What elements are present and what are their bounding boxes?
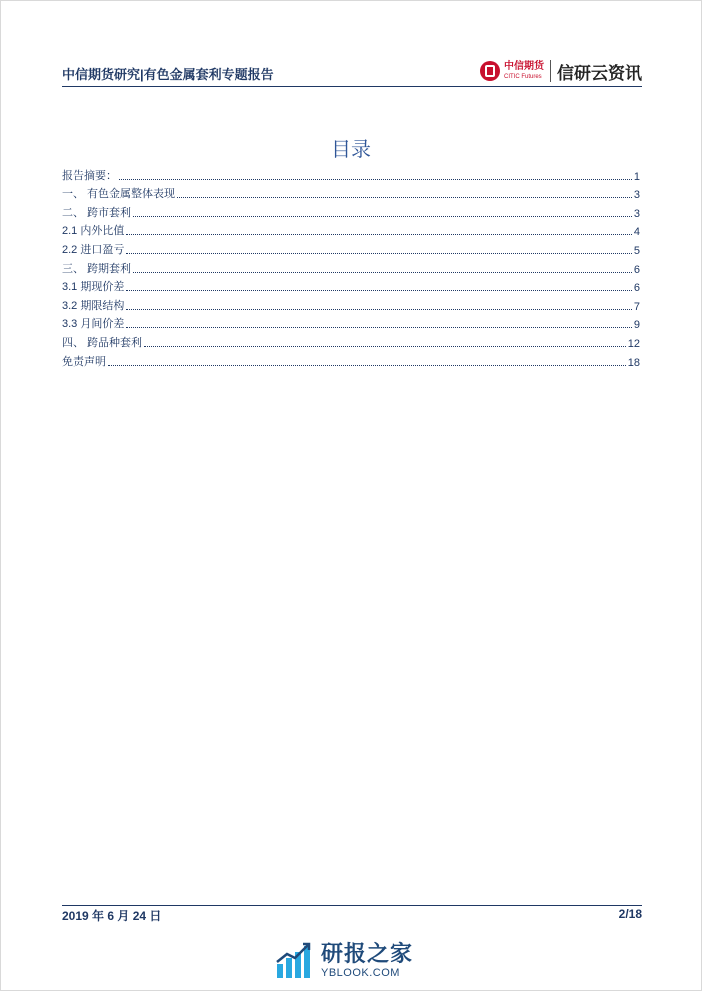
- logo-cn-text: 中信期货: [504, 61, 544, 72]
- toc-entry-section-3-2[interactable]: [62, 294, 640, 313]
- toc-dot-leader: [126, 327, 632, 328]
- watermark-en: YBLOOK.COM: [321, 967, 400, 979]
- citic-logo-icon: [480, 61, 500, 81]
- toc-entry-label: 三、 跨期套利: [62, 262, 132, 275]
- watermark-cn: 研报之家: [321, 941, 414, 966]
- toc-entry-section-3[interactable]: [62, 257, 640, 276]
- watermark-text: [321, 943, 413, 979]
- brand-name: 信研云资讯: [557, 63, 642, 84]
- toc-entry-section-2-2[interactable]: [62, 238, 640, 257]
- page-header: [62, 58, 642, 84]
- toc-entry-page: 3: [633, 207, 640, 220]
- toc-entry-label: 一、 有色金属整体表现: [62, 188, 176, 201]
- toc-entry-label: 3.1 期现价差: [62, 281, 125, 294]
- toc-entry-page: 3: [633, 189, 640, 202]
- header-rule: [62, 86, 642, 87]
- watermark: [275, 938, 413, 984]
- toc-entry-label: 报告摘要：: [62, 169, 117, 182]
- toc-entry-page: 7: [633, 300, 640, 313]
- toc-heading: 目录: [331, 139, 371, 161]
- toc-list: [62, 164, 640, 369]
- toc-entry-section-1[interactable]: [62, 183, 640, 202]
- logo-en-text: CITIC Futures: [504, 74, 542, 80]
- toc-entry-page: 1: [633, 170, 640, 183]
- toc-entry-summary[interactable]: [62, 164, 640, 183]
- toc-entry-page: 6: [633, 282, 640, 295]
- header-title: 中信期货研究|有色金属套利专题报告: [62, 67, 274, 82]
- header-logo: [480, 58, 642, 84]
- logo-divider: [550, 60, 551, 82]
- toc-entry-page: 9: [633, 319, 640, 332]
- toc-entry-label: 3.3 月间价差: [62, 318, 125, 331]
- toc-entry-label: 3.2 期限结构: [62, 299, 125, 312]
- footer-rule: [62, 905, 642, 906]
- footer-page-number: 2/18: [618, 907, 642, 921]
- toc-entry-label: 二、 跨市套利: [62, 206, 132, 219]
- toc-dot-leader: [133, 216, 632, 217]
- toc-entry-section-3-1[interactable]: [62, 276, 640, 295]
- toc-entry-label: 免责声明: [62, 355, 106, 368]
- toc-entry-section-4[interactable]: [62, 331, 640, 350]
- toc-dot-leader: [133, 272, 632, 273]
- toc-dot-leader: [177, 197, 632, 198]
- toc-entry-label: 2.1 内外比值: [62, 225, 125, 238]
- toc-entry-section-2-1[interactable]: [62, 220, 640, 239]
- toc-dot-leader: [126, 290, 632, 291]
- toc-dot-leader: [119, 179, 632, 180]
- toc-entry-page: 5: [633, 244, 640, 257]
- bar-chart-logo-icon: [275, 942, 313, 980]
- toc-entry-page: 6: [633, 263, 640, 276]
- toc-dot-leader: [108, 365, 626, 366]
- toc-dot-leader: [126, 234, 632, 235]
- toc-entry-section-2[interactable]: [62, 201, 640, 220]
- toc-entry-page: 18: [627, 356, 640, 369]
- logo-text: [504, 62, 544, 80]
- toc-entry-disclaimer[interactable]: [62, 350, 640, 369]
- footer-date: 2019 年 6 月 24 日: [62, 909, 162, 923]
- toc-entry-page: 4: [633, 226, 640, 239]
- toc-dot-leader: [144, 346, 626, 347]
- toc-dot-leader: [126, 253, 632, 254]
- toc-entry-page: 12: [627, 337, 640, 350]
- toc-entry-label: 2.2 进口盈亏: [62, 243, 125, 256]
- toc-entry-section-3-3[interactable]: [62, 313, 640, 332]
- toc-dot-leader: [126, 309, 632, 310]
- toc-entry-label: 四、 跨品种套利: [62, 336, 143, 349]
